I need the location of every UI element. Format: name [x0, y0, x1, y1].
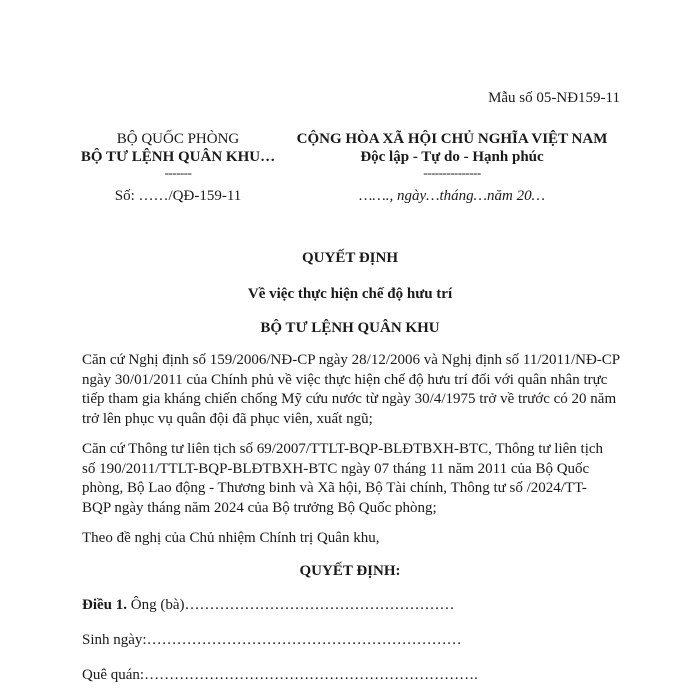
- left-header: [78, 130, 278, 205]
- article-1-label: Điều 1.: [82, 597, 127, 613]
- article-1: [82, 597, 454, 614]
- form-number: Mẫu số 05-NĐ159-11: [488, 90, 620, 106]
- birth-date-field: Sinh ngày:………………………………………………………: [82, 632, 462, 648]
- legal-basis-paragraph-2: [82, 440, 634, 518]
- paragraph-line: BQP ngày tháng năm 2024 của Bộ trưởng Bộ Quốc phòng;: [82, 499, 437, 516]
- paragraph-line: tiếp tham gia kháng chiến chống Mỹ cứu nước từ ngày 30/4/1975 trở về trước có 20 năm: [82, 391, 617, 407]
- ministry-name: BỘ QUỐC PHÒNG: [116, 131, 240, 147]
- paragraph-line: phòng, Bộ Lao động - Thương binh và Xã hội, Bộ Tài chính, Thông tư số /2024/TT-: [82, 480, 587, 496]
- national-motto: Độc lập - Tự do - Hạnh phúc: [360, 149, 544, 165]
- right-divider: ---------------: [423, 165, 481, 180]
- right-header: [287, 130, 617, 205]
- proposal-paragraph: [82, 529, 634, 549]
- date-line: ……., ngày…tháng…năm 20…: [359, 188, 545, 204]
- paragraph-line: số 190/2011/TTLT-BQP-BLĐTBXH-BTC ngày 07 tháng 11 năm 2011 của Bộ Quốc: [82, 460, 590, 477]
- paragraph-line: Theo đề nghị của Chủ nhiệm Chính trị Quân khu,: [82, 530, 380, 546]
- command-name: BỘ TƯ LỆNH QUÂN KHU…: [80, 149, 276, 165]
- paragraph-line: Căn cứ Nghị định số 159/2006/NĐ-CP ngày 28/12/2006 và Nghị định số 11/2011/NĐ-CP: [82, 352, 621, 368]
- left-divider: -------: [164, 165, 192, 180]
- nation-title: CỘNG HÒA XÃ HỘI CHỦ NGHĨA VIỆT NAM: [296, 131, 608, 147]
- issuing-authority: BỘ TƯ LỆNH QUÂN KHU: [260, 320, 440, 336]
- hometown-field: Quê quán:………………………………………………………….: [82, 667, 478, 683]
- paragraph-line: Căn cứ Thông tư liên tịch số 69/2007/TTLT-BQP-BLĐTBXH-BTC, Thông tư liên tịch: [82, 441, 604, 457]
- document-number: Số: ……/QĐ-159-11: [114, 188, 242, 204]
- paragraph-line: ngày 30/01/2011 của Chính phủ về việc thực hiện chế độ hưu trí đối với quân nhân trực: [82, 371, 608, 388]
- document-subject: Về việc thực hiện chế độ hưu trí: [247, 286, 453, 302]
- decision-heading: QUYẾT ĐỊNH:: [299, 563, 401, 579]
- article-1-text: Ông (bà)………………………………………………: [127, 597, 455, 613]
- paragraph-line: trở lên phục vụ quân đội đã phục viên, xuất ngũ;: [82, 410, 373, 427]
- legal-basis-paragraph-1: [82, 351, 634, 429]
- document-title: QUYẾT ĐỊNH: [302, 250, 398, 266]
